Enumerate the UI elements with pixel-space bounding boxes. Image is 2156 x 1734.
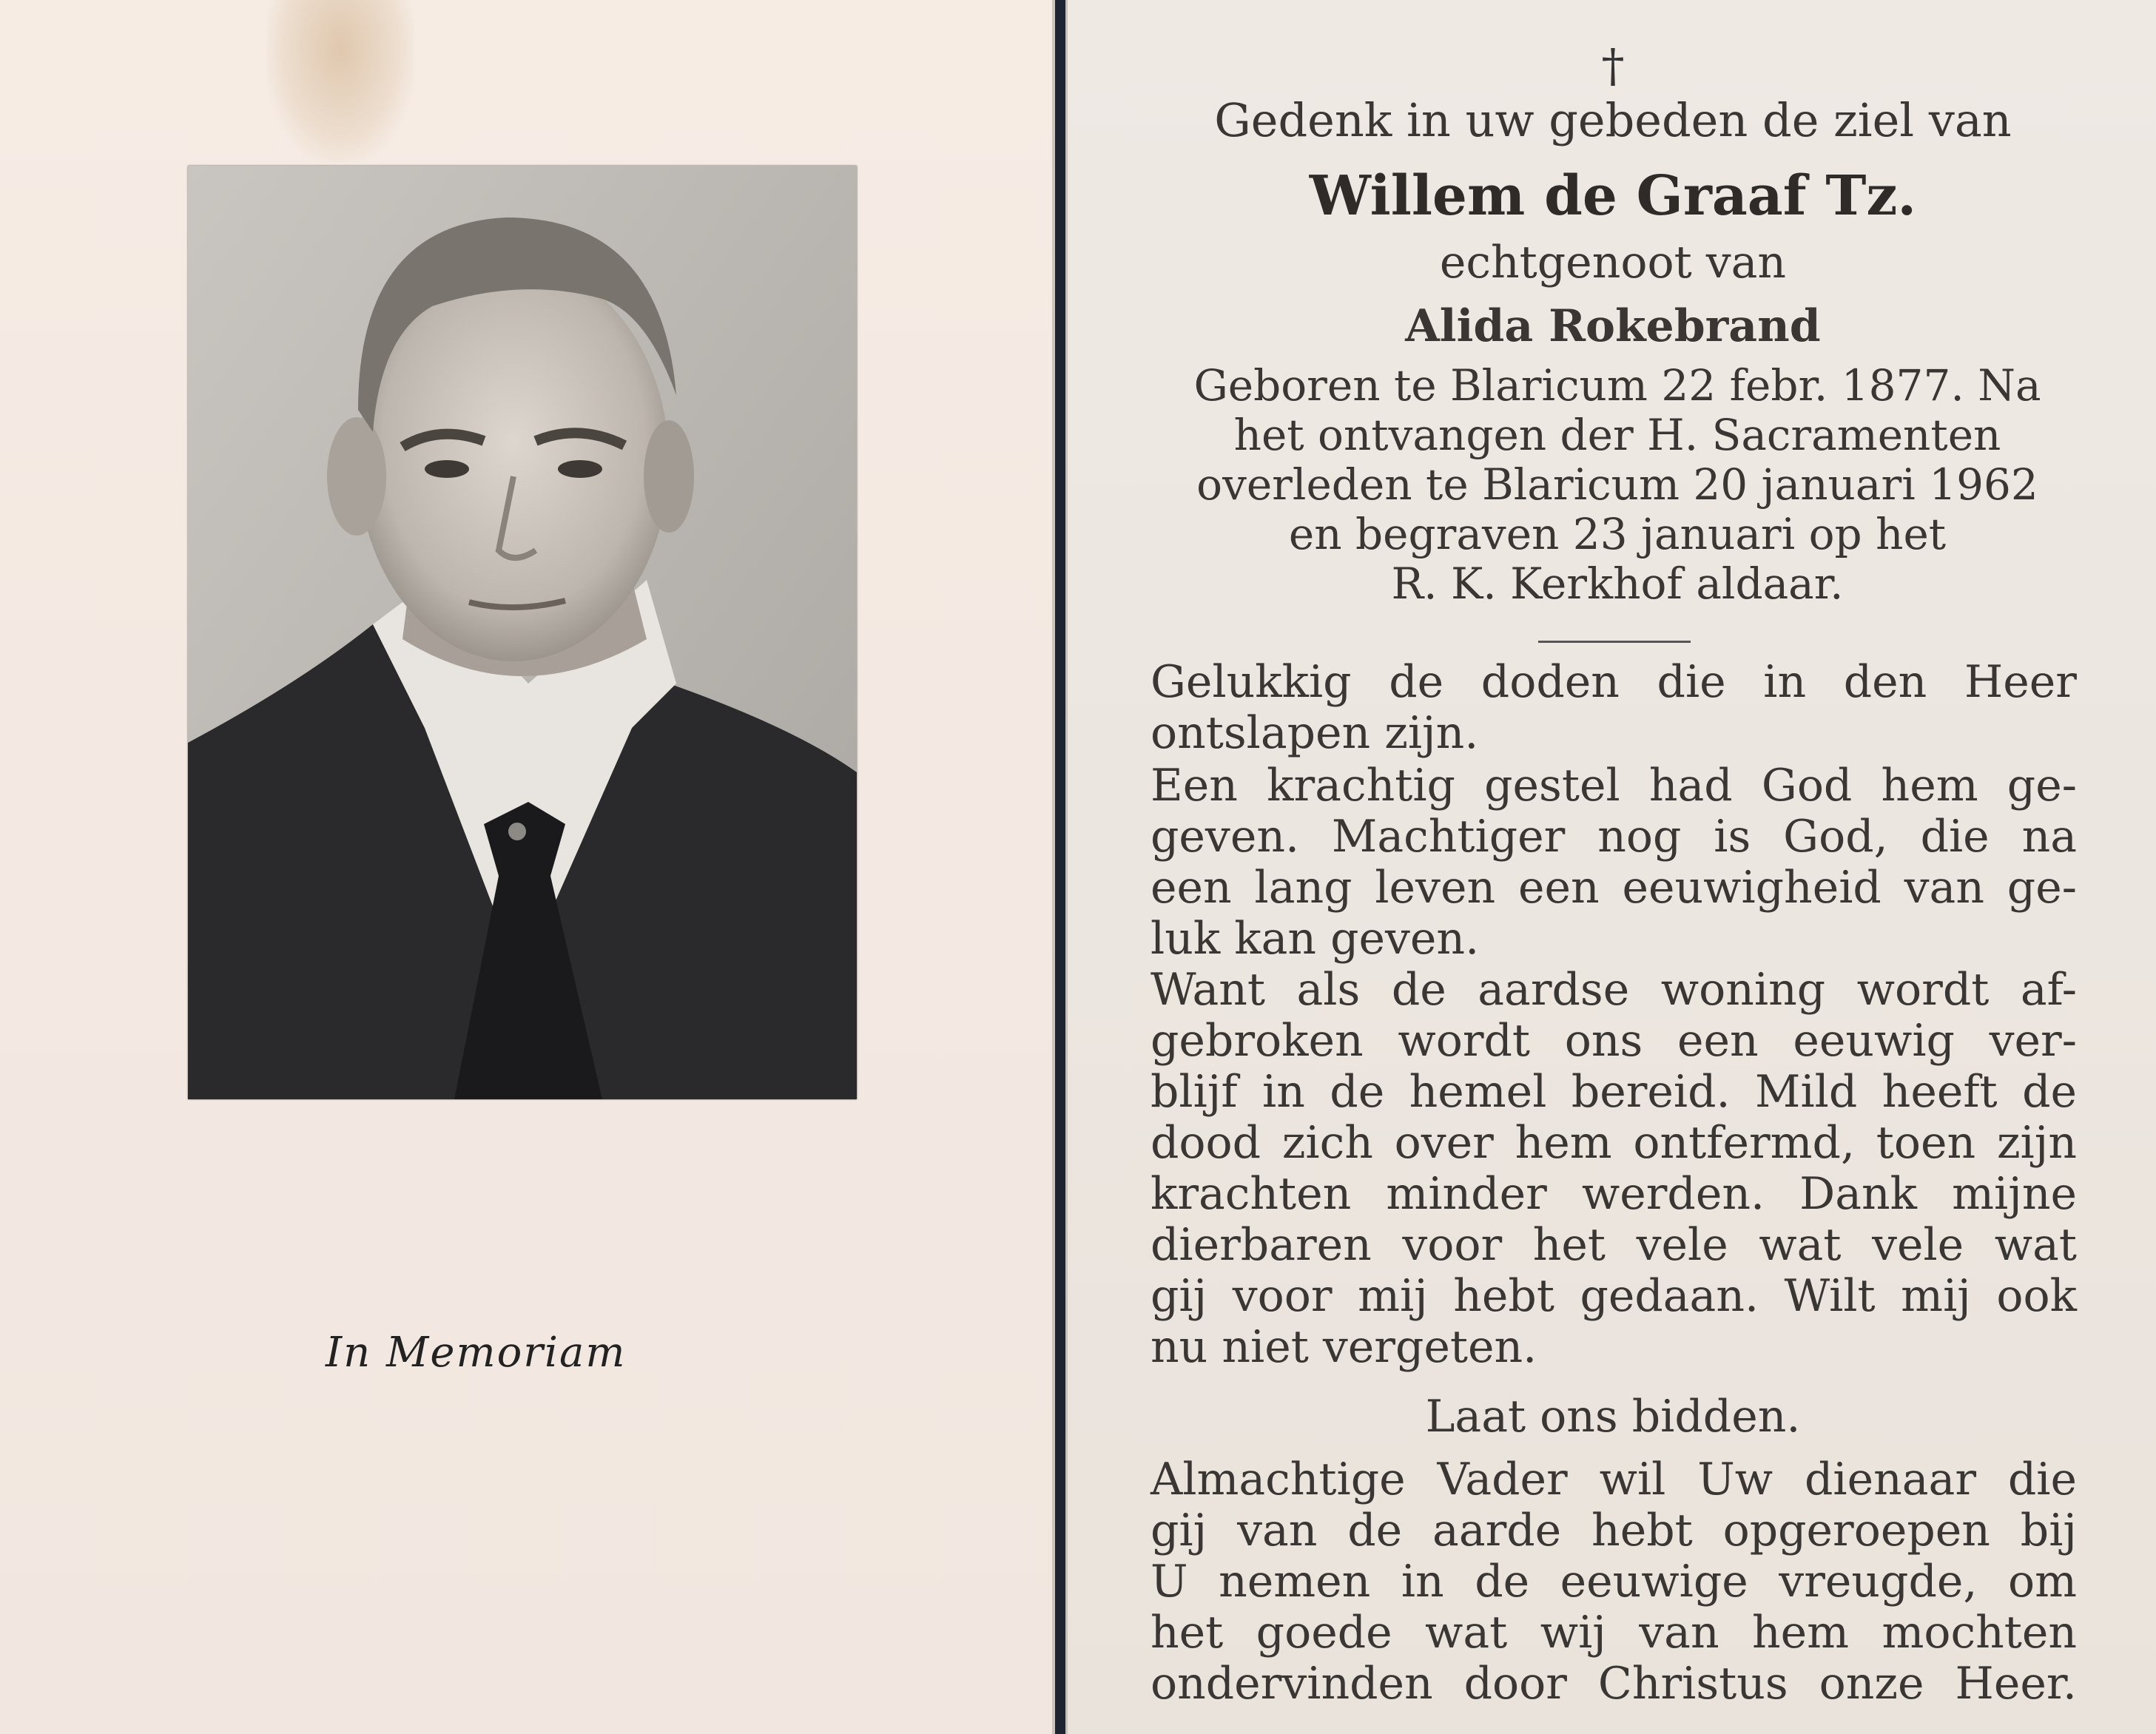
verse-3 <box>1151 965 2077 1373</box>
deceased-name: Willem de Graaf Tz. <box>1309 164 1917 228</box>
prayer-line: gij van de aarde hebt opgeroepen bij <box>1151 1505 2077 1556</box>
biography-line: het ontvangen der H. Sacramenten <box>1233 410 2001 460</box>
verse-line: nu niet vergeten. <box>1151 1321 1537 1373</box>
prayer-line: U nemen in de eeuwige vreugde, om <box>1151 1556 2077 1608</box>
biography <box>1162 361 2072 609</box>
biography-line: Geboren te Blaricum 22 febr. 1877. Na <box>1193 360 2041 411</box>
memorial-card-back <box>1065 0 2156 1734</box>
paper-stain <box>266 0 414 163</box>
verse-line: ontslapen zijn. <box>1151 707 1479 759</box>
in-memoriam-caption: In Memoriam <box>326 1329 627 1377</box>
verse-line: dood zich over hem ontfermd, toen zijn <box>1151 1117 2077 1169</box>
prayer <box>1151 1454 2077 1710</box>
verse-line: Een krachtig gestel had God hem ge- <box>1151 760 2077 812</box>
verse-line: gebroken wordt ons een eeuwig ver- <box>1151 1015 2077 1067</box>
verse-line: blijf in de hemel bereid. Mild heeft de <box>1151 1066 2077 1118</box>
spouse-label: echtgenoot van <box>1439 237 1787 289</box>
portrait-photo <box>188 166 857 1099</box>
verse-line: luk kan geven. <box>1151 913 1480 965</box>
memorial-card-front <box>0 0 1055 1734</box>
verse-line: Want als de aardse woning wordt af- <box>1151 964 2077 1016</box>
intro-line: Gedenk in uw gebeden de ziel van <box>1214 93 2012 147</box>
verse-line: gij voor mij hebt gedaan. Wilt mij ook <box>1151 1270 2077 1322</box>
verse-line: geven. Machtiger nog is God, die na <box>1151 811 2077 863</box>
cross-icon: † <box>1601 38 1625 92</box>
biography-line: R. K. Kerkhof aldaar. <box>1391 559 1844 609</box>
prayer-line: Almachtige Vader wil Uw dienaar die <box>1151 1454 2077 1505</box>
verse-line: dierbaren voor het vele wat vele wat <box>1151 1219 2077 1271</box>
verse-1 <box>1151 657 2077 759</box>
verse-line: krachten minder werden. Dank mijne <box>1151 1168 2077 1220</box>
prayer-heading: Laat ons bidden. <box>1425 1391 1801 1443</box>
verse-2 <box>1151 760 2077 965</box>
biography-line: en begraven 23 januari op het <box>1288 509 1947 559</box>
verse-line: Gelukkig de doden die in den Heer <box>1151 656 2077 708</box>
spouse-name: Alida Rokebrand <box>1405 300 1821 352</box>
prayer-line: ondervinden door Christus onze Heer. <box>1151 1658 2077 1710</box>
biography-line: overleden te Blaricum 20 januari 1962 <box>1196 459 2038 510</box>
verse-line: een lang leven een eeuwigheid van ge- <box>1151 862 2077 914</box>
divider <box>1538 641 1691 643</box>
portrait-illustration <box>188 166 857 1099</box>
prayer-line: het goede wat wij van hem mochten <box>1151 1607 2077 1659</box>
